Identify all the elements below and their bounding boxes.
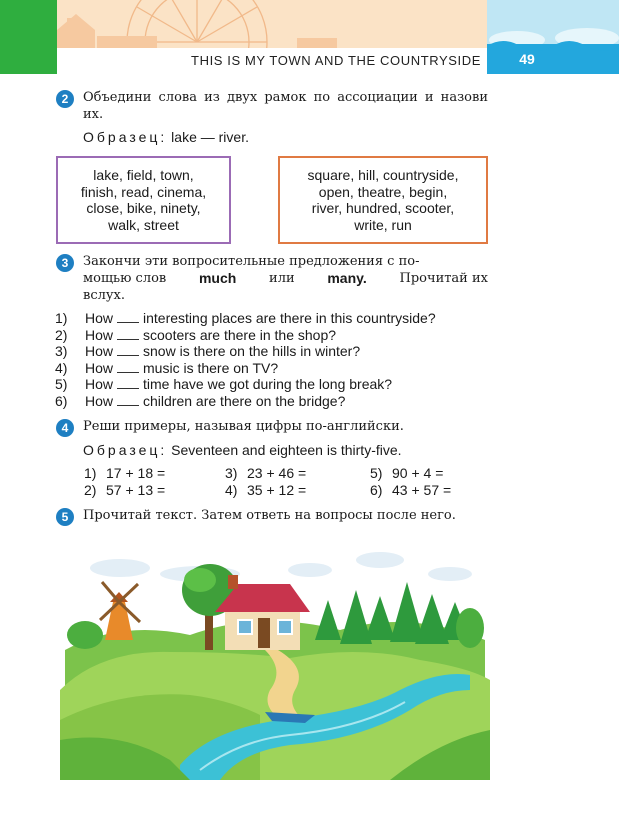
question-how: How bbox=[85, 310, 114, 326]
instruction-fragment: мощью слов bbox=[83, 271, 167, 286]
exercise-4-instruction: Реши примеры, называя цифры по-английски. bbox=[83, 419, 404, 434]
word-box-line: square, hill, countryside, bbox=[307, 167, 459, 183]
example-label: Образец: bbox=[83, 129, 168, 145]
ferris-wheel-illustration bbox=[57, 0, 487, 48]
problem-expression: 43 + 57 = bbox=[392, 482, 452, 498]
problem-expression: 17 + 18 = bbox=[106, 465, 166, 481]
question-item bbox=[55, 327, 436, 344]
green-corner-strip bbox=[0, 0, 57, 74]
keyword-much: much bbox=[198, 270, 237, 286]
word-box-line: lake, field, town, bbox=[93, 167, 194, 183]
problem-expression: 23 + 46 = bbox=[247, 465, 307, 481]
problem-number: 1) bbox=[84, 465, 97, 481]
question-number: 2) bbox=[55, 326, 68, 343]
question-item bbox=[55, 393, 436, 410]
question-text: snow is there on the hills in winter? bbox=[143, 343, 361, 359]
instruction-line: Закончи эти вопросительные предложения с по- bbox=[83, 254, 420, 269]
question-how: How bbox=[85, 376, 114, 392]
question-item bbox=[55, 343, 436, 360]
page-number: 49 bbox=[519, 51, 535, 67]
question-how: How bbox=[85, 359, 114, 376]
exercise-3-instruction bbox=[83, 253, 488, 304]
keyword-many: many. bbox=[327, 270, 367, 286]
exercise-3-number: 3 bbox=[56, 254, 74, 272]
exercise-4-number: 4 bbox=[56, 419, 74, 437]
instruction-fragment: или bbox=[269, 271, 295, 286]
answer-blank bbox=[117, 377, 139, 389]
math-problem bbox=[84, 482, 165, 499]
question-text: music is there on TV? bbox=[143, 359, 279, 376]
problem-expression: 90 + 4 = bbox=[392, 465, 444, 481]
problem-number: 4) bbox=[225, 482, 238, 498]
exercise-2-number: 2 bbox=[56, 90, 74, 108]
answer-blank bbox=[117, 344, 139, 356]
word-box-line: open, theatre, begin, bbox=[318, 183, 448, 200]
question-number: 5) bbox=[55, 376, 68, 392]
math-problem bbox=[370, 465, 443, 482]
problem-expression: 57 + 13 = bbox=[106, 482, 166, 498]
answer-blank bbox=[117, 361, 139, 373]
problem-number: 3) bbox=[225, 465, 238, 481]
exercise-4-example bbox=[83, 442, 402, 459]
word-box-line: close, bike, ninety, bbox=[86, 200, 201, 216]
question-number: 4) bbox=[55, 359, 68, 376]
problem-number: 2) bbox=[84, 482, 97, 498]
example-text: lake — river. bbox=[171, 129, 249, 145]
question-text: interesting places are there in this countryside? bbox=[143, 310, 436, 326]
word-box-line: river, hundred, scooter, bbox=[311, 200, 455, 216]
countryside-illustration bbox=[60, 540, 490, 780]
word-box-line: walk, street bbox=[108, 216, 179, 233]
question-text: scooters are there in the shop? bbox=[143, 326, 337, 343]
problem-number: 6) bbox=[370, 482, 383, 498]
answer-blank bbox=[117, 328, 139, 340]
example-text: Seventeen and eighteen is thirty-five. bbox=[171, 442, 402, 458]
answer-blank bbox=[117, 311, 139, 323]
question-list bbox=[55, 310, 436, 409]
question-text: children are there on the bridge? bbox=[143, 392, 346, 409]
question-item bbox=[55, 310, 436, 327]
word-box-line: finish, read, cinema, bbox=[80, 183, 207, 200]
instruction-fragment: Прочитай их bbox=[399, 271, 488, 286]
example-label: Образец: bbox=[83, 442, 168, 458]
math-problem bbox=[225, 465, 306, 482]
exercise-5-number: 5 bbox=[56, 508, 74, 526]
exercise-2-instruction: Объедини слова из двух рамок по ассоциации и назови их. bbox=[83, 90, 488, 122]
exercise-5-instruction: Прочитай текст. Затем ответь на вопросы после него. bbox=[83, 508, 456, 523]
word-box-line: write, run bbox=[354, 216, 412, 233]
header-illustration-band bbox=[57, 0, 487, 48]
instruction-line bbox=[83, 270, 488, 287]
answer-blank bbox=[117, 394, 139, 406]
exercise-2-example bbox=[83, 129, 249, 146]
question-item bbox=[55, 360, 436, 377]
math-problem bbox=[225, 482, 306, 499]
unit-title: THIS IS MY TOWN AND THE COUNTRYSIDE bbox=[191, 53, 481, 68]
question-how: How bbox=[85, 343, 114, 359]
word-box-right bbox=[278, 156, 488, 244]
question-number: 3) bbox=[55, 343, 68, 359]
math-problem bbox=[370, 482, 451, 499]
instruction-line: вслух. bbox=[83, 288, 125, 303]
problem-number: 5) bbox=[370, 465, 383, 481]
word-box-left bbox=[56, 156, 231, 244]
question-number: 6) bbox=[55, 392, 68, 409]
question-text: time have we got during the long break? bbox=[143, 376, 393, 392]
math-problem bbox=[84, 465, 165, 482]
question-how: How bbox=[85, 326, 114, 343]
question-item bbox=[55, 376, 436, 393]
problem-expression: 35 + 12 = bbox=[247, 482, 307, 498]
question-how: How bbox=[85, 392, 114, 409]
question-number: 1) bbox=[55, 310, 68, 326]
